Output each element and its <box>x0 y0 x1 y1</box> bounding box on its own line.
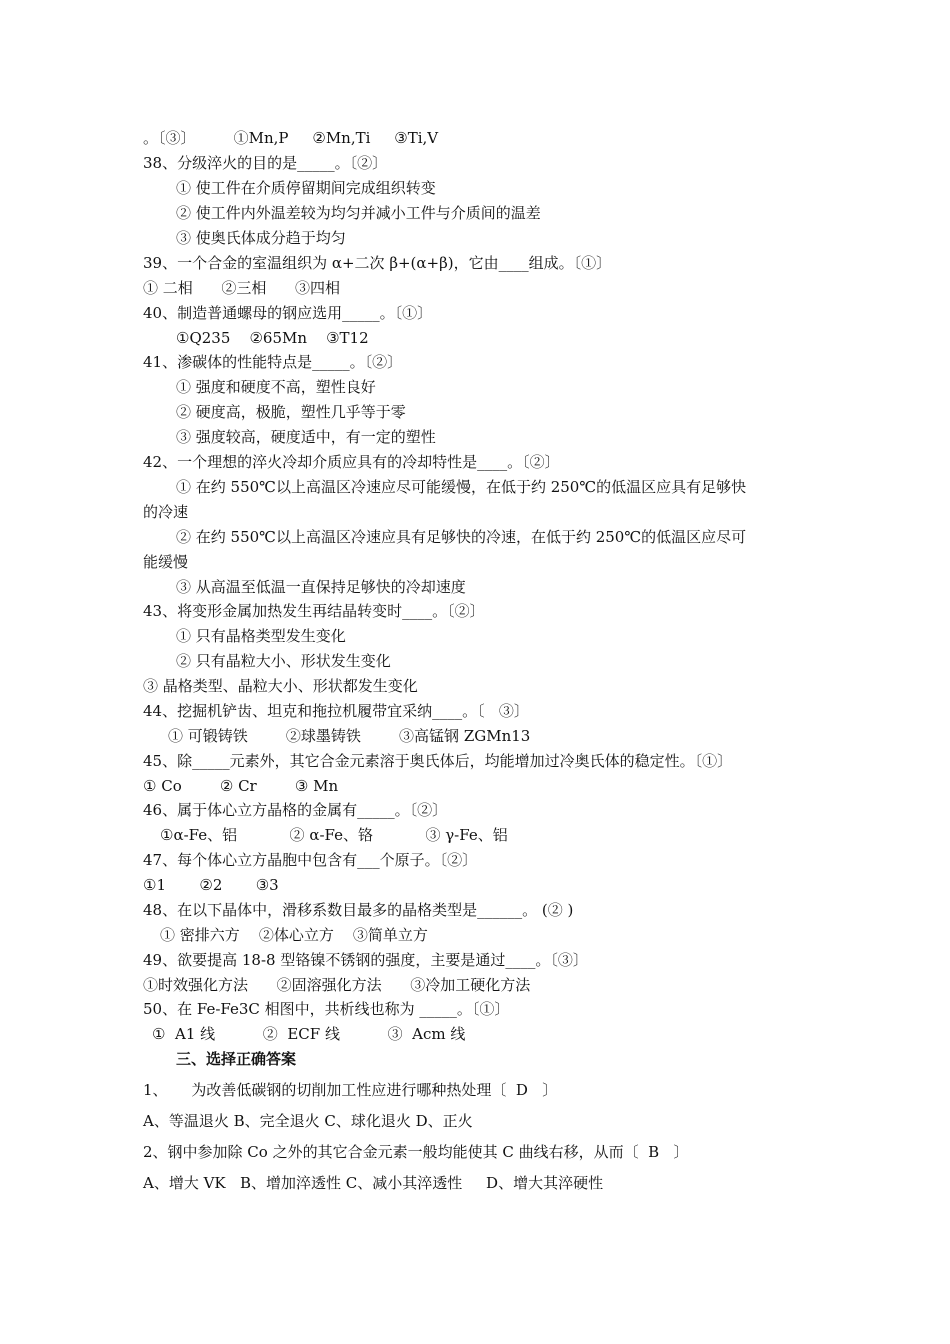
question-41: 41、渗碳体的性能特点是_____。〔②〕 <box>143 353 403 371</box>
option-line: ① 密排六方 ②体心立方 ③简单立方 <box>160 926 428 944</box>
question-39: 39、一个合金的室温组织为 α+二次 β+(α+β)，它由____组成。〔①〕 <box>143 254 612 272</box>
option-line-continued: 的冷速 <box>143 503 189 521</box>
option-line: ① 使工件在介质停留期间完成组织转变 <box>176 179 436 197</box>
option-line: ② 硬度高，极脆，塑性几乎等于零 <box>176 403 406 421</box>
question-48: 48、在以下晶体中，滑移系数目最多的晶格类型是______。 (② ) <box>143 901 574 919</box>
option-line-continued: 能缓慢 <box>143 553 189 571</box>
question-47: 47、每个体心立方晶胞中包含有___个原子。〔②〕 <box>143 851 478 869</box>
question-46: 46、属于体心立方晶格的金属有_____。〔②〕 <box>143 801 448 819</box>
option-line: ①α-Fe、铝 ② α-Fe、铬 ③ γ-Fe、铝 <box>160 826 508 844</box>
option-line: ② 只有晶粒大小、形状发生变化 <box>176 652 391 670</box>
choice-question-1: 1、 为改善低碳钢的切削加工性应进行哪种热处理〔 D 〕 <box>143 1081 558 1099</box>
question-44: 44、挖掘机铲齿、坦克和拖拉机履带宜采纳____。〔 ③〕 <box>143 702 529 720</box>
choice-options-1: A、等温退火 B、完全退火 C、球化退火 D、正火 <box>143 1112 473 1130</box>
option-line: ① 在约 550℃以上高温区冷速应尽可能缓慢，在低于约 250℃的低温区应具有足够快 <box>176 478 747 496</box>
option-line: ① 可锻铸铁 ②球墨铸铁 ③高锰钢 ZGMn13 <box>168 727 531 745</box>
option-line: ② 在约 550℃以上高温区冷速应具有足够快的冷速，在低于约 250℃的低温区应尽可 <box>176 528 747 546</box>
question-45: 45、除_____元素外，其它合金元素溶于奥氏体后，均能增加过冷奥氏体的稳定性。〔①〕 <box>143 752 733 770</box>
option-line: ①时效强化方法 ②固溶强化方法 ③冷加工硬化方法 <box>143 976 531 994</box>
question-40: 40、制造普通螺母的钢应选用_____。〔①〕 <box>143 304 433 322</box>
option-line: ①1 ②2 ③3 <box>143 876 279 894</box>
option-line: ② 使工件内外温差较为均匀并减小工件与介质间的温差 <box>176 204 541 222</box>
option-line: 。〔③〕 ①Mn,P ②Mn,Ti ③Ti,V <box>143 129 439 147</box>
option-line: ①Q235 ②65Mn ③T12 <box>176 329 369 347</box>
option-line: ① 只有晶格类型发生变化 <box>176 627 346 645</box>
option-line: ③ 强度较高，硬度适中，有一定的塑性 <box>176 428 436 446</box>
option-line: ③ 从高温至低温一直保持足够快的冷却速度 <box>176 578 466 596</box>
option-line: ③ 晶格类型、晶粒大小、形状都发生变化 <box>143 677 418 695</box>
question-38: 38、分级淬火的目的是_____。〔②〕 <box>143 154 388 172</box>
choice-question-2: 2、钢中参加除 Co 之外的其它合金元素一般均能使其 C 曲线右移，从而〔 B 〕 <box>143 1143 689 1161</box>
option-line: ① Co ② Cr ③ Mn <box>143 777 339 795</box>
question-42: 42、一个理想的淬火冷却介质应具有的冷却特性是____。〔②〕 <box>143 453 560 471</box>
question-49: 49、欲要提高 18-8 型铬镍不锈钢的强度，主要是通过____。〔③〕 <box>143 951 588 969</box>
question-50: 50、在 Fe-Fe3C 相图中，共析线也称为 _____。〔①〕 <box>143 1000 510 1018</box>
question-43: 43、将变形金属加热发生再结晶转变时____。〔②〕 <box>143 602 485 620</box>
option-line: ① 二相 ②三相 ③四相 <box>143 279 340 297</box>
option-line: ③ 使奥氏体成分趋于均匀 <box>176 229 346 247</box>
option-line: ① A1 线 ② ECF 线 ③ Acm 线 <box>152 1025 466 1043</box>
section-heading: 三、选择正确答案 <box>176 1050 297 1068</box>
option-line: ① 强度和硬度不高，塑性良好 <box>176 378 376 396</box>
choice-options-2: A、增大 VK B、增加淬透性 C、减小其淬透性 D、增大其淬硬性 <box>143 1174 604 1192</box>
